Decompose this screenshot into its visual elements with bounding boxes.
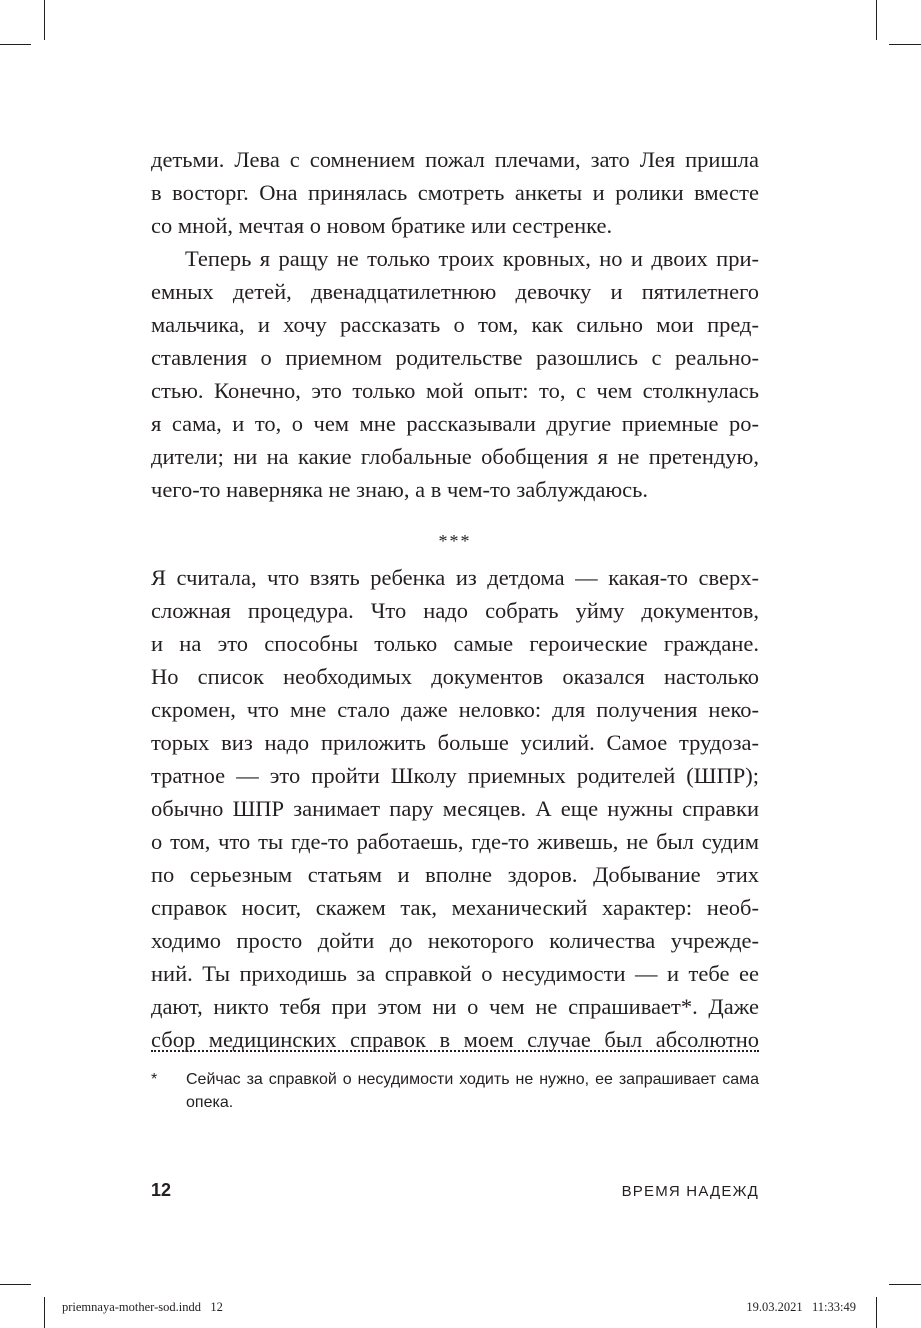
running-head: ВРЕМЯ НАДЕЖД xyxy=(621,1183,759,1200)
text-line: детьми. Лева с сомнением пожал плечами, зато Лея пришла xyxy=(151,147,759,172)
text-line: емных детей, двенадцатилетнюю девочку и пятилетнего xyxy=(151,279,759,304)
text-line: и на это способны только самые героические граждане. xyxy=(151,631,759,656)
text-line: я сама, и то, о чем мне рассказывали другие приемные ро- xyxy=(151,411,759,436)
text-line: ставления о приемном родительстве разошлись с реально- xyxy=(151,345,759,370)
text-line: скромен, что мне стало даже неловко: для получения неко- xyxy=(151,697,759,722)
crop-mark xyxy=(889,1284,921,1285)
page-number: 12 xyxy=(151,1180,172,1200)
text-line: тратное — это пройти Школу приемных родителей (ШПР); xyxy=(151,763,759,788)
text-line: обычно ШПР занимает пару месяцев. А еще нужны справки xyxy=(151,796,759,821)
footnote-marker: * xyxy=(151,1071,158,1088)
text-line: торых виз надо приложить больше усилий. Самое трудоза- xyxy=(151,730,759,755)
slug-filename: priemnaya-mother-sod.indd 12 xyxy=(62,1300,223,1314)
body-text-top xyxy=(151,143,759,506)
footnote-line: Сейчас за справкой о несудимости ходить не нужно, ее запрашивает сама xyxy=(186,1071,759,1088)
paragraph xyxy=(151,242,759,506)
text-line: справок носит, скажем так, механический характер: необ- xyxy=(151,895,759,920)
text-line: дают, никто тебя при этом ни о чем не спрашивает*. Даже xyxy=(151,994,759,1019)
footnote-text xyxy=(186,1068,759,1114)
footnote xyxy=(151,1068,759,1114)
text-line: дители; ни на какие глобальные обобщения я не претендую, xyxy=(151,444,759,469)
slug-timestamp: 19.03.2021 11:33:49 xyxy=(746,1300,856,1314)
section-separator: *** xyxy=(438,531,472,551)
text-line: мальчика, и хочу рассказать о том, как сильно мои пред- xyxy=(151,312,759,337)
footnote-line: опека. xyxy=(186,1094,234,1111)
crop-mark xyxy=(876,1297,877,1328)
paragraph xyxy=(151,561,759,1056)
text-line: сложная процедура. Что надо собрать уйму документов, xyxy=(151,598,759,623)
text-line: в восторг. Она принялась смотреть анкеты и ролики вместе xyxy=(151,180,759,205)
crop-mark xyxy=(44,1297,45,1328)
footnote-divider xyxy=(151,1050,759,1052)
crop-mark xyxy=(889,44,921,45)
text-line: чего-то наверняка не знаю, а в чем-то заблуждаюсь. xyxy=(151,477,649,502)
crop-mark xyxy=(0,1284,31,1285)
text-line: Я считала, что взять ребенка из детдома — какая-то сверх- xyxy=(151,565,759,590)
body-text-bottom xyxy=(151,561,759,1056)
text-line: ний. Ты приходишь за справкой о несудимости — и тебе ее xyxy=(151,961,759,986)
crop-mark xyxy=(0,44,31,45)
text-line: о том, что ты где-то работаешь, где-то живешь, не был судим xyxy=(151,829,759,854)
text-line: Теперь я ращу не только троих кровных, но и двоих при- xyxy=(185,246,759,271)
text-line: со мной, мечтая о новом братике или сестренке. xyxy=(151,213,613,238)
paragraph xyxy=(151,143,759,242)
crop-mark xyxy=(876,0,877,40)
text-line: ходимо просто дойти до некоторого количества учрежде- xyxy=(151,928,759,953)
text-line: сбор медицинских справок в моем случае был абсолютно xyxy=(151,1027,759,1052)
crop-mark xyxy=(44,0,45,40)
text-line: по серьезным статьям и вполне здоров. Добывание этих xyxy=(151,862,759,887)
text-line: стью. Конечно, это только мой опыт: то, с чем столкнулась xyxy=(151,378,759,403)
text-line: Но список необходимых документов оказался настолько xyxy=(151,664,759,689)
